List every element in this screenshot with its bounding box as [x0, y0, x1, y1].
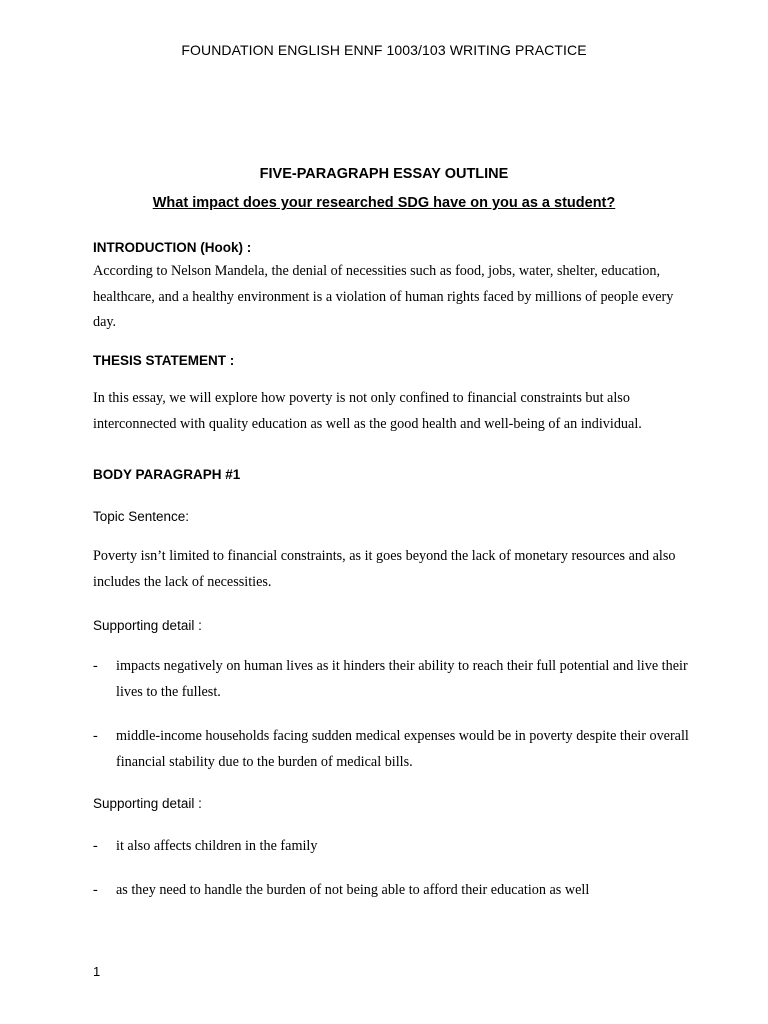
supporting-detail-label-1: Supporting detail :: [93, 618, 202, 633]
list-item: [93, 878, 693, 904]
topic-sentence-label: Topic Sentence:: [93, 509, 190, 524]
list-item: [93, 834, 693, 860]
list-item-text: it also affects children in the family: [116, 838, 318, 854]
thesis-text: In this essay, we will explore how poverty is not only confined to financial constraints but also interconnected with quality education as well as the good health and well-being of an individual.: [93, 390, 642, 432]
bullet-dash: -: [93, 728, 98, 744]
list-item-text: impacts negatively on human lives as it hinders their ability to reach their full potential and live their lives to the fullest.: [116, 658, 688, 700]
bullet-dash: -: [93, 882, 98, 898]
list-item-text: as they need to handle the burden of not being able to afford their education as well: [116, 882, 590, 898]
introduction-text: According to Nelson Mandela, the denial of necessities such as food, jobs, water, shelter, education, healthcare, and a healthy environment is a violation of human rights faced by millions of people every day.: [93, 263, 674, 330]
body-paragraph-1-label: BODY PARAGRAPH #1: [93, 467, 241, 482]
essay-question: What impact does your researched SDG have on you as a student?: [152, 195, 616, 211]
page-number: 1: [93, 964, 101, 979]
supporting-detail-label-2: Supporting detail :: [93, 796, 202, 811]
list-item: [93, 654, 693, 705]
page-header: FOUNDATION ENGLISH ENNF 1003/103 WRITING PRACTICE: [181, 42, 587, 58]
list-item: [93, 724, 693, 775]
introduction-label: INTRODUCTION (Hook) :: [93, 240, 252, 255]
bullet-dash: -: [93, 838, 98, 854]
bullet-dash: -: [93, 658, 98, 674]
thesis-label: THESIS STATEMENT :: [93, 353, 235, 368]
essay-title: FIVE-PARAGRAPH ESSAY OUTLINE: [259, 166, 509, 182]
list-item-text: middle-income households facing sudden medical expenses would be in poverty despite their overall financial stability due to the burden of medical bills.: [116, 728, 689, 770]
topic-sentence-text: Poverty isn’t limited to financial constraints, as it goes beyond the lack of monetary resources and also includes the lack of necessities.: [93, 548, 676, 590]
